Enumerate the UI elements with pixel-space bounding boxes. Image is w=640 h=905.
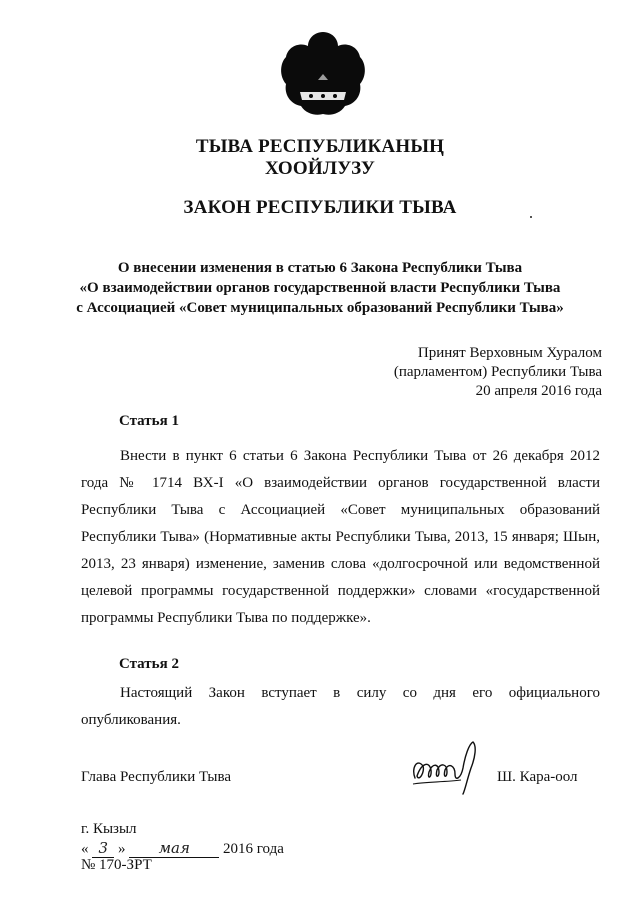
article-1-heading: Статья 1	[119, 413, 179, 429]
handwritten-signature-icon	[405, 738, 485, 796]
date-year: 2016 года	[223, 841, 284, 857]
signatory-name: Ш. Кара-оол	[497, 769, 578, 785]
scan-speck	[530, 216, 532, 218]
law-title: ЗАКОН РЕСПУБЛИКИ ТЫВА	[183, 197, 457, 218]
header-line-1: ТЫВА РЕСПУБЛИКАНЫҢ	[195, 136, 445, 157]
article-2-body	[81, 680, 600, 734]
law-subject	[60, 258, 580, 318]
date-open-quote: «	[81, 841, 89, 857]
article-2-heading: Статья 2	[119, 656, 179, 672]
article-1-text: Внести в пункт 6 статьи 6 Закона Республики Тыва от 26 декабря 2012 года № 1714 ВХ-I «О взаимодействии органов государственной власти Республики Тыва с Ассоциацией «Совет муниципальных образований Республики Тыва» (Нормативные акты Республики Тыва, 2013, 15 января; Шын, 2013, 23 января) изменение, заменив слова «долгосрочной или ведомственной целевой программы государственной поддержки» словами «государственной программы Республики Тыва по поддержке».	[81, 448, 600, 626]
article-1-body	[81, 443, 600, 632]
adopted-line-1: Принят Верховным Хуралом	[417, 345, 602, 361]
article-2-text: Настоящий Закон вступает в силу со дня его официального опубликования.	[81, 685, 600, 728]
header-line-2: ХООЙЛУЗУ	[264, 158, 376, 179]
date-close-quote: »	[118, 841, 126, 857]
adopted-line-3: 20 апреля 2016 года	[475, 383, 602, 399]
subject-line-2: «О взаимодействии органов государственной власти Республики Тыва	[79, 280, 561, 296]
subject-line-3: с Ассоциацией «Совет муниципальных образований Республики Тыва»	[76, 300, 564, 316]
law-number: № 170-ЗРТ	[81, 857, 152, 873]
adoption-note	[282, 344, 602, 401]
tuva-emblem-icon	[278, 30, 368, 116]
signatory-position: Глава Республики Тыва	[81, 769, 232, 785]
adopted-line-2: (парламентом) Республики Тыва	[393, 364, 602, 380]
signing-date	[81, 839, 284, 858]
subject-line-1: О внесении изменения в статью 6 Закона Республики Тыва	[117, 260, 523, 276]
date-month: мая	[129, 839, 219, 858]
place-city: г. Кызыл	[81, 821, 137, 837]
date-day: 3	[92, 839, 114, 858]
